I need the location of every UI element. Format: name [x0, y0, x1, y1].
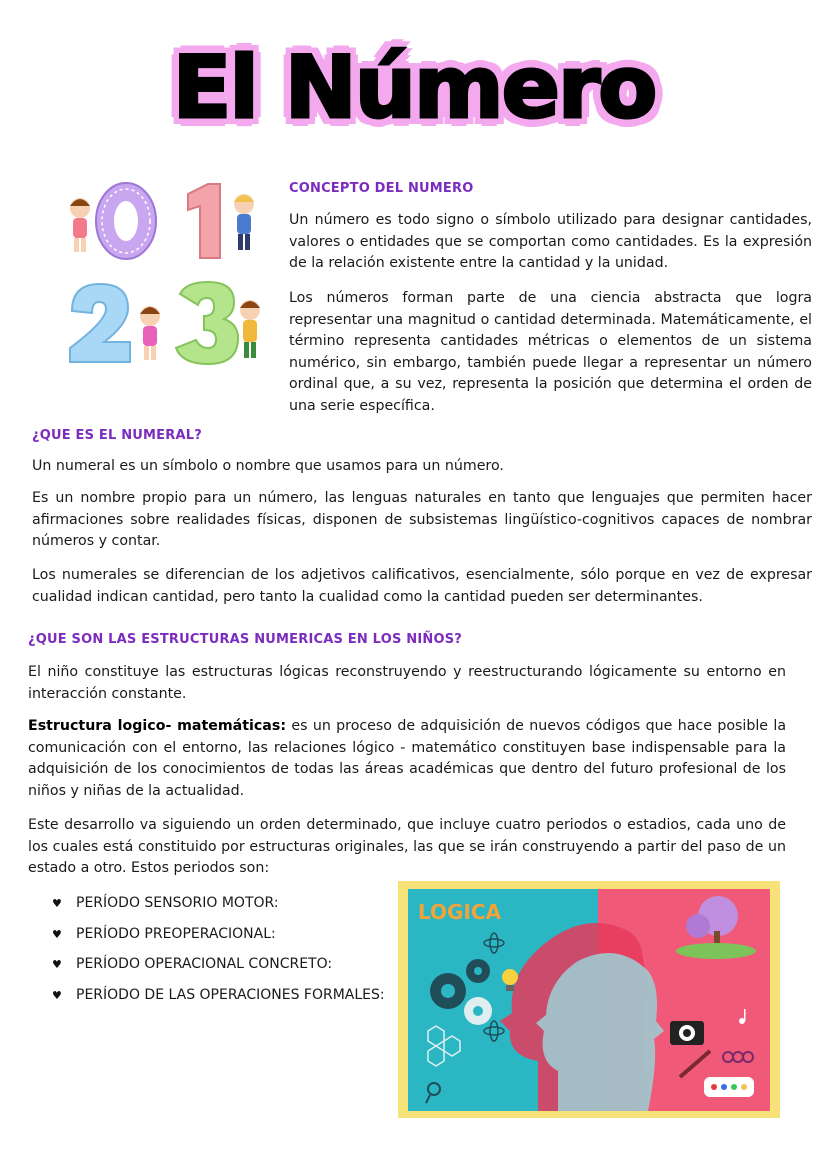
- periods-list: [52, 888, 385, 1010]
- period-label: PERÍODO PREOPERACIONAL:: [76, 925, 276, 942]
- numeral-paragraph-1: Un numeral es un símbolo o nombre que usamos para un número.: [32, 458, 504, 474]
- structures-paragraph-2-text: es un proceso de adquisición de nuevos códigos que hace posible la comunicación con el entorno, las relaciones lógico - matemático constituyen base indispensable para la adquisición de los conocimientos de todas las áreas académicas que dentro del futuro profesional de los niños y niñas de la actualidad.: [28, 718, 787, 799]
- heart-bullet-icon: ♥: [52, 927, 62, 941]
- structures-heading: ¿QUE SON LAS ESTRUCTURAS NUMERICAS EN LOS NIÑOS?: [28, 632, 462, 647]
- list-item: [52, 888, 385, 919]
- paint-palette-icon: [704, 1077, 754, 1097]
- numeral-paragraph-2: Es un nombre propio para un número, las lenguas naturales en tanto que lenguajes que permiten hacer afirmaciones sobre realidades físicas, disponen de subsistemas lingüístico-cognitivos capaces de nombrar números y contar.: [32, 490, 812, 549]
- list-item: [52, 949, 385, 980]
- page-title: El Número: [172, 38, 656, 138]
- camera-icon: [670, 1021, 704, 1045]
- structures-paragraph-1: El niño constituye las estructuras lógicas reconstruyendo y reestructurando lógicamente su entorno en interacción constante.: [28, 664, 786, 702]
- kid-figure: [240, 300, 260, 358]
- period-label: PERÍODO DE LAS OPERACIONES FORMALES:: [76, 986, 385, 1003]
- concept-heading: CONCEPTO DEL NUMERO: [289, 181, 474, 196]
- kid-figure: [234, 194, 254, 250]
- numeral-paragraph-3: Los numerales se diferencian de los adjetivos calificativos, esencialmente, sólo porque en vez de expresar cualidad indican cantidad, pero tanto la cualidad como la cantidad pueden ser determinantes.: [32, 567, 812, 605]
- kid-figure: [70, 198, 90, 252]
- kid-figure: [140, 306, 160, 360]
- heart-bullet-icon: ♥: [52, 897, 62, 910]
- structures-bold-term: Estructura logico- matemáticas:: [28, 718, 286, 734]
- gear-icon: [464, 997, 492, 1025]
- heart-bullet-icon: ♥: [52, 958, 62, 971]
- numbers-kids-illustration: [58, 176, 278, 376]
- structures-paragraph-3: Este desarrollo va siguiendo un orden determinado, que incluye cuatro periodos o estadios, cada uno de los cuales está constituido por estructuras originales, las que se irán construyendo a partir del paso de un estado a otro. Estos periodos son:: [28, 817, 786, 876]
- period-label: PERÍODO OPERACIONAL CONCRETO:: [76, 956, 333, 972]
- concept-paragraph-2: Los números forman parte de una ciencia abstracta que logra representar una magnitud o cantidad determinada. Matemáticamente, el término representa cantidades métricas o elementos de un sistema numérico, sin embargo, también puede llegar a representar un número ordinal que, a su vez, representa la posición que determina el orden de una serie específica.: [289, 290, 812, 414]
- heart-bullet-icon: ♥: [52, 988, 62, 1002]
- digit-three-figure: [176, 282, 238, 364]
- structures-paragraph-2: [28, 716, 786, 802]
- logic-brain-illustration: [398, 881, 780, 1118]
- concept-paragraph-1: Un número es todo signo o símbolo utilizado para designar cantidades, valores o entidades que se comportan como cantidades. Es la expresión de la relación existente entre la cantidad y la unidad.: [289, 212, 812, 271]
- list-item: [52, 919, 385, 950]
- logic-label: LOGICA: [418, 900, 502, 924]
- digit-one-figure: [188, 184, 220, 258]
- period-label: PERÍODO SENSORIO MOTOR:: [76, 895, 279, 911]
- digit-zero-figure: [96, 183, 156, 259]
- numeral-heading: ¿QUE ES EL NUMERAL?: [32, 428, 202, 443]
- digit-two-figure: [70, 284, 130, 362]
- list-item: [52, 980, 385, 1011]
